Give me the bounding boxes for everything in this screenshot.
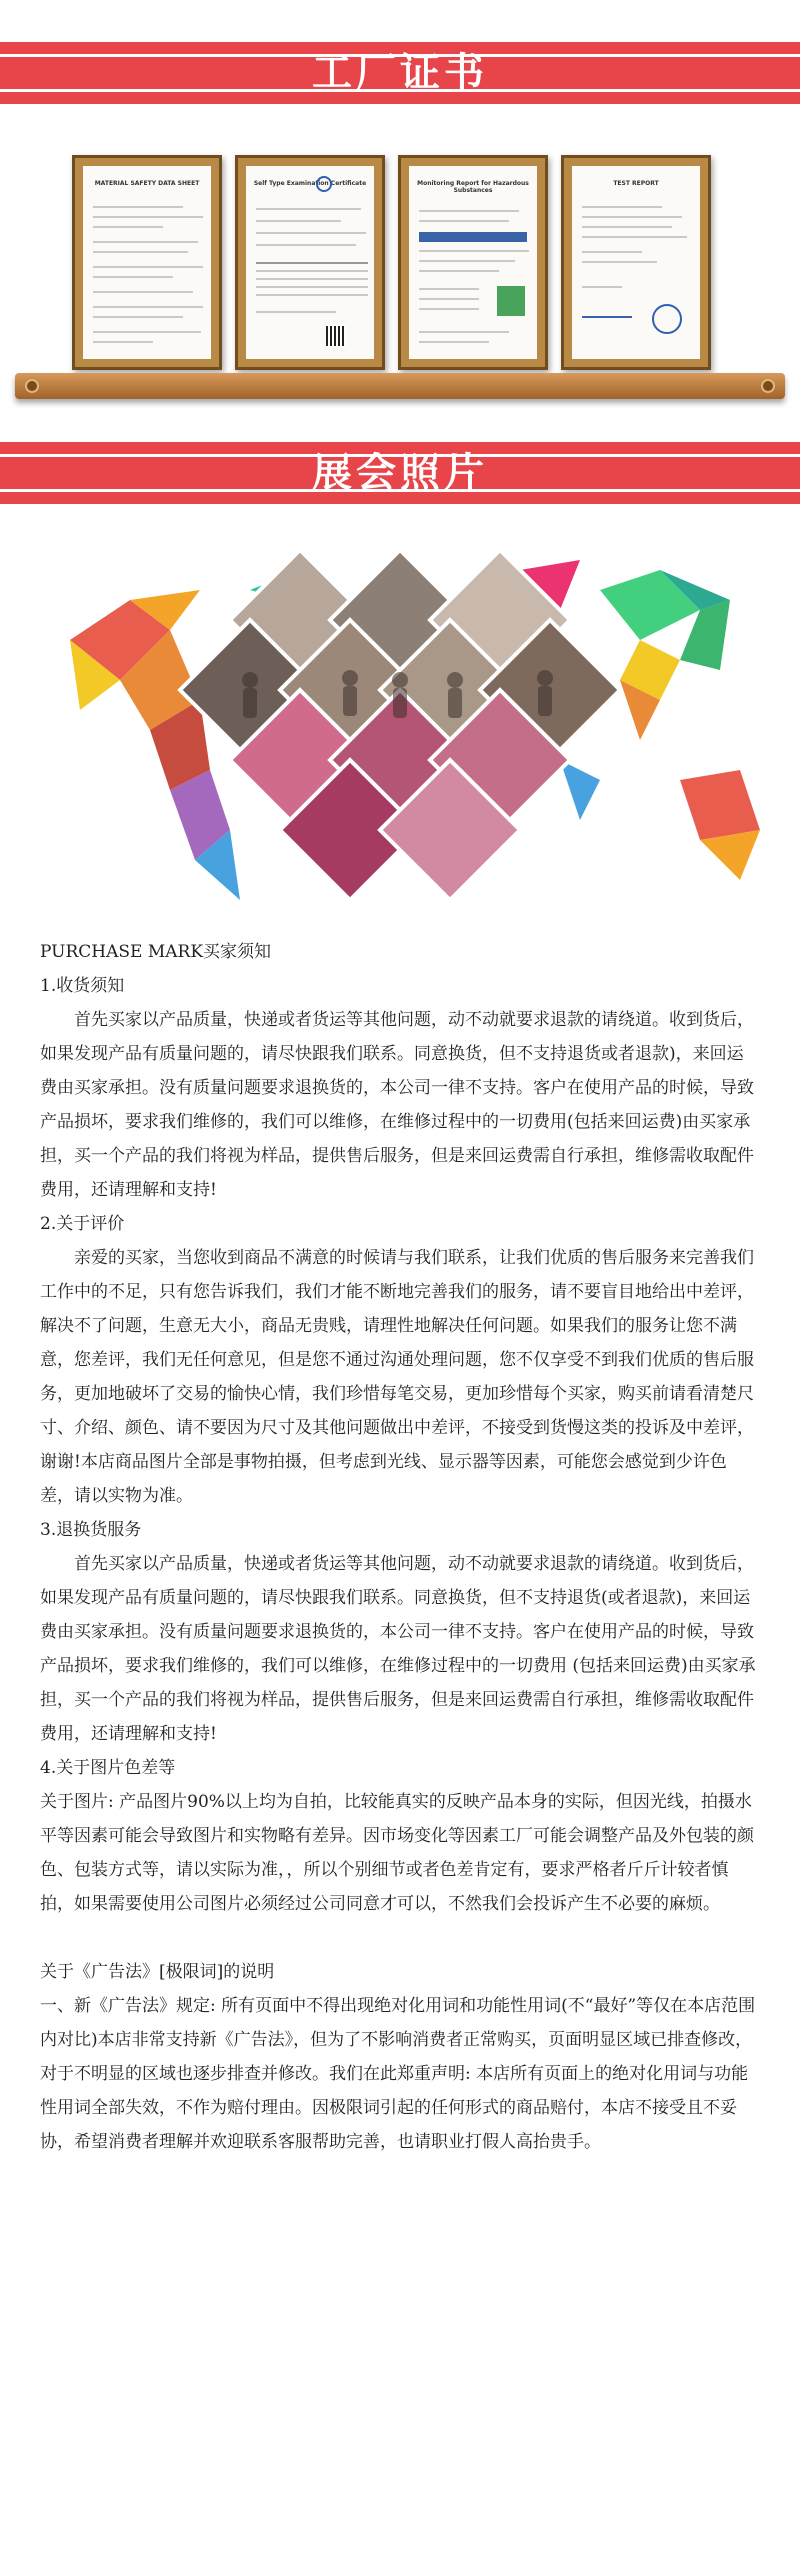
section-title-receiving: 1.收货须知	[40, 976, 125, 996]
certificates-title: 工厂证书	[312, 50, 488, 96]
certificate-frame[interactable]	[398, 155, 548, 370]
certificates-banner	[0, 42, 800, 104]
photo-diamonds	[180, 550, 620, 900]
certificate-frame[interactable]	[561, 155, 711, 370]
qr-code-icon	[326, 326, 346, 346]
certificate-title: TEST REPORT	[613, 180, 659, 187]
spacer	[40, 1921, 760, 1955]
ad-law-body: 一、新《广告法》规定: 所有页面中不得出现绝对化用词和功能性用词(不“最好”等仅在本店范围内对比)本店非常支持新《广告法》，但为了不影响消费者正常购买，页面明显区域已排查修改，对于不明显的区域也逐步排查并修改。我们在此郑重声明: 本店所有页面上的绝对化用词与功能性用词全部失效，不作为赔付理由。因极限词引起的任何形式的商品赔付，本店不接受且不妥协，希望消费者理解并欢迎联系客服帮助完善，也请职业打假人高抬贵手。	[40, 1996, 756, 2152]
section-body-receiving: 首先买家以产品质量，快递或者货运等其他问题，动不动就要求退款的请绕道。收到货后，如果发现产品有质量问题的，请尽快跟我们联系。同意换货，但不支持退货或者退款)，来回运费由买家承担。没有质量问题要求退换货的，本公司一律不支持。客户在使用产品的时候，导致产品损坏，要求我们维修的，我们可以维修，在维修过程中的一切费用(包括来回运费)由买家承担，买一个产品的我们将视为样品，提供售后服务，但是来回运费需自行承担，维修需收取配件费用，还请理解和支持!	[40, 1010, 754, 1200]
exhibition-collage-graphic	[0, 530, 800, 930]
certificates-display	[0, 135, 800, 420]
certificate-frame[interactable]	[235, 155, 385, 370]
certificate-paper	[246, 166, 374, 359]
section-body-color-difference: 关于图片: 产品图片90%以上均为自拍，比较能真实的反映产品本身的实际，但因光线，拍摄水平等因素可能会导致图片和实物略有差异。因市场变化等因素工厂可能会调整产品及外包装的颜色、包装方式等，请以实际为准，，所以个别细节或者色差肯定有，要求严格者斤斤计较者慎拍，如果需要使用公司图片必须经过公司同意才可以，不然我们会投诉产生不必要的麻烦。	[40, 1792, 754, 1914]
rating-table	[497, 286, 525, 316]
section-title-reviews: 2.关于评价	[40, 1214, 125, 1234]
section-title-color-difference: 4.关于图片色差等	[40, 1758, 176, 1778]
wooden-shelf	[15, 373, 785, 399]
section-body-returns: 首先买家以产品质量，快递或者货运等其他问题，动不动就要求退款的请绕道。收到货后，如果发现产品有质量问题的，请尽快跟我们联系。同意换货，但不支持退货(或者退款)，来回运费由买家承担。没有质量问题要求退换货的，本公司一律不支持。客户在使用产品的时候，导致产品损坏，要求我们维修的，我们可以维修，在维修过程中的一切费用 (包括来回运费)由买家承担，买一个产品的我们将视为样品，提供售后服务，但是来回运费需自行承担，维修需收取配件费用，还请理解和支持!	[40, 1554, 756, 1744]
certificate-title: Self Type Examination Certificate	[253, 180, 367, 187]
certificate-paper	[572, 166, 700, 359]
certificate-frame[interactable]	[72, 155, 222, 370]
certificate-paper	[83, 166, 211, 359]
section-body-reviews: 亲爱的买家，当您收到商品不满意的时候请与我们联系，让我们优质的售后服务来完善我们工作中的不足，只有您告诉我们，我们才能不断地完善我们的服务，请不要盲目地给出中差评，解决不了问题，生意无大小，商品无贵贱，请理性地解决任何问题。如果我们的服务让您不满意，您差评，我们无任何意见，但是您不通过沟通处理问题，您不仅享受不到我们优质的售后服务，更加地破坏了交易的愉快心情，我们珍惜每笔交易，更加珍惜每个买家，购买前请看清楚尺寸、介绍、颜色、请不要因为尺寸及其他问题做出中差评，不接受到货慢这类的投诉及中差评，谢谢!本店商品图片全部是事物拍摄，但考虑到光线、显示器等因素，可能您会感觉到少许色差，请以实物为准。	[40, 1248, 754, 1506]
section-title-returns: 3.退换货服务	[40, 1520, 142, 1540]
certificate-title: Monitoring Report for Hazardous Substances	[417, 180, 529, 194]
purchase-notice	[40, 935, 760, 2159]
exhibition-photo-collage	[0, 530, 800, 930]
shelf-knob-icon	[761, 379, 775, 393]
notice-heading: PURCHASE MARK买家须知	[40, 942, 272, 962]
stamp-icon	[652, 304, 682, 334]
certificate-title: MATERIAL SAFETY DATA SHEET	[94, 180, 200, 187]
shelf-knob-icon	[25, 379, 39, 393]
exhibition-title: 展会照片	[312, 450, 488, 496]
exhibition-banner	[0, 442, 800, 504]
ad-law-title: 关于《广告法》[极限词]的说明	[40, 1962, 275, 1982]
seal-icon	[316, 176, 332, 192]
certificate-paper	[409, 166, 537, 359]
